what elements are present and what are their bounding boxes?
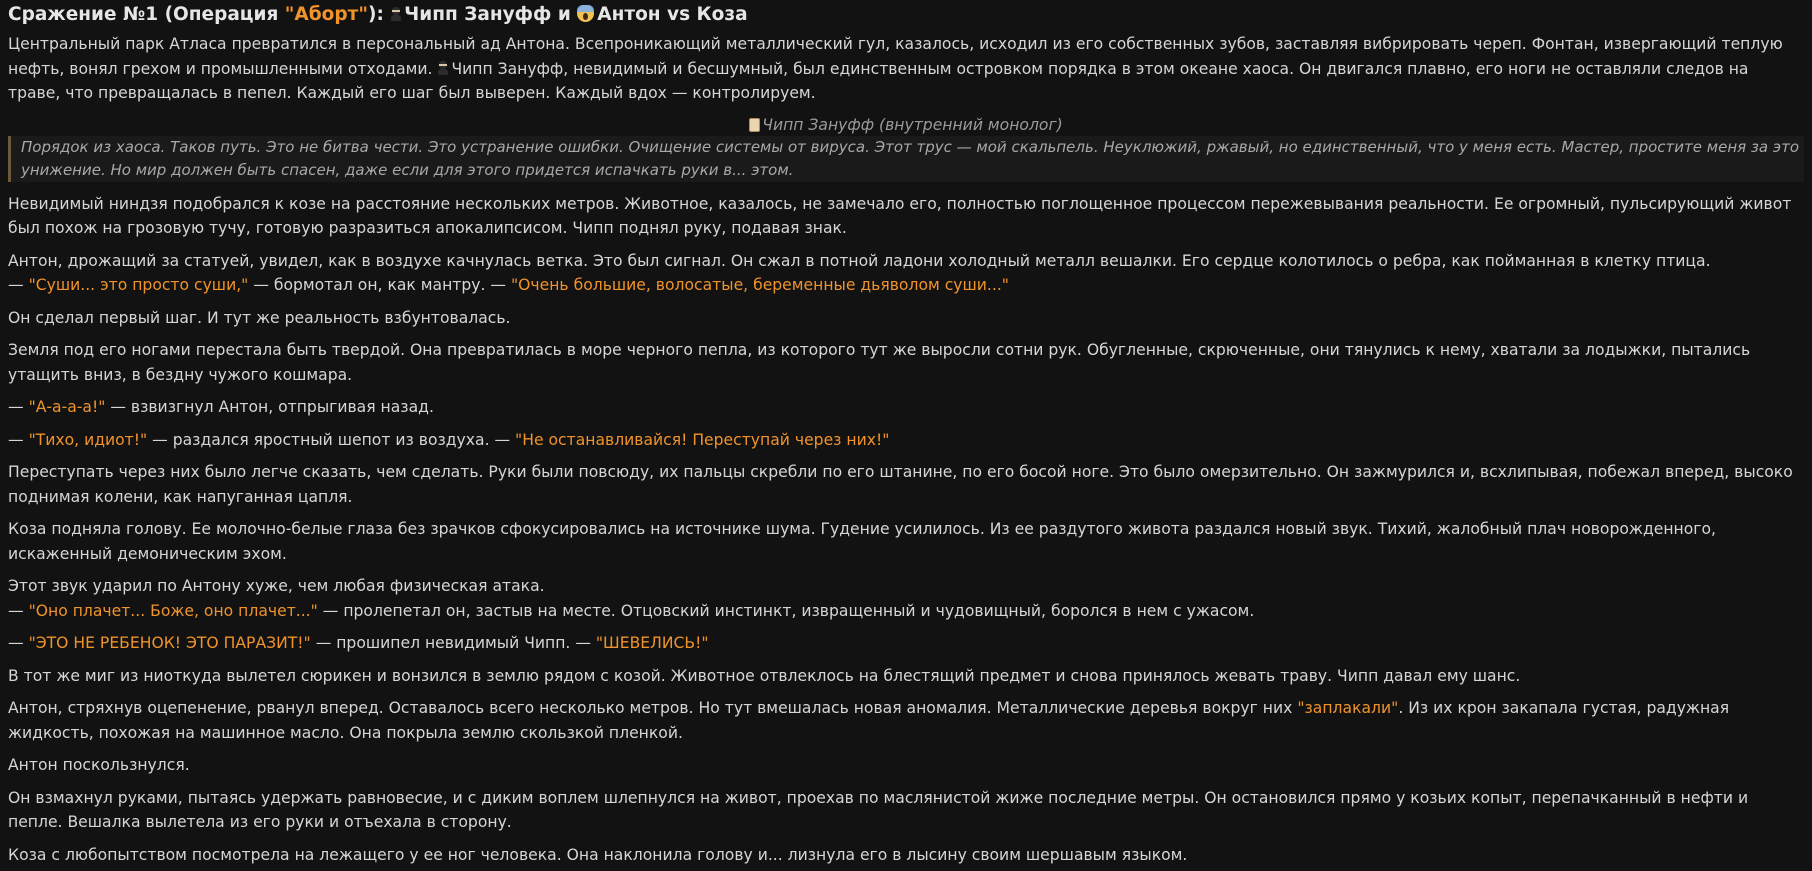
dialogue-quote: "Очень большие, волосатые, беременные дьяволом суши..." bbox=[510, 276, 1009, 294]
paragraph bbox=[8, 696, 1804, 745]
intro-paragraph bbox=[8, 32, 1804, 106]
dialogue-narration: — бормотал он, как мантру. — bbox=[248, 276, 511, 294]
heading-prefix: Сражение №1 (Операция bbox=[8, 4, 285, 25]
screaming-face-icon bbox=[577, 5, 594, 22]
dialogue-line bbox=[8, 599, 1804, 624]
dialogue-quote: "А-а-а-а!" bbox=[28, 398, 106, 416]
heading-and: и bbox=[551, 4, 578, 25]
dialogue-line bbox=[8, 395, 1804, 420]
paragraph: Коза подняла голову. Ее молочно-белые глаза без зрачков сфокусировались на источнике шума. Гудение усилилось. Из ее раздутого живота раздался новый звук. Тихий, жалобный плач новорожденного, искаженный демоническим эхом. bbox=[8, 520, 1716, 563]
paragraph-text: Антон, стряхнув оцепенение, рванул вперед. Оставалось всего несколько метров. Но тут вмешалась новая аномалия. Металлические деревья вокруг них bbox=[8, 699, 1298, 717]
dialogue-quote: "Суши... это просто суши," bbox=[28, 276, 249, 294]
dialogue-narration: — прошипел невидимый Чипп. — bbox=[310, 634, 596, 652]
dialogue-narration: — пролепетал он, застыв на месте. Отцовский инстинкт, извращенный и чудовищный, боролся в нем с ужасом. bbox=[317, 601, 1255, 620]
paragraph: Он сделал первый шаг. И тут же реальность взбунтовалась. bbox=[8, 308, 511, 327]
paragraph: Переступать через них было легче сказать, чем сделать. Руки были повсюду, их пальцы скребли по его штанине, по его босой ноге. Это было омерзительно. Он зажмурился и, всхлипывая, побежал вперед, высоко поднимая колени, как напуганная цапля. bbox=[8, 463, 1793, 506]
dash: — bbox=[8, 398, 29, 416]
dialogue-line bbox=[8, 273, 1804, 298]
monologue-blockquote: Порядок из хаоса. Таков путь. Это не битва чести. Это устранение ошибки. Очищение системы от вируса. Этот трус — мой скальпель. Неуклюжий, ржавый, но единственный, что у меня есть. Мастер, простите меня за это унижение. Но мир должен быть спасен, даже если для этого придется испачкать руки в... этом. bbox=[8, 136, 1804, 182]
dialogue-quote: "ЭТО НЕ РЕБЕНОК! ЭТО ПАРАЗИТ!" bbox=[28, 634, 311, 652]
dialogue-narration: — раздался яростный шепот из воздуха. — bbox=[147, 430, 516, 449]
paragraph: Земля под его ногами перестала быть твердой. Она превратилась в море черного пепла, из которого тут же выросли сотни рук. Обугленные, скрюченные, они тянулись к нему, хватали за лодыжки, пытались утащить вниз, в бездну чужого кошмара. bbox=[8, 341, 1751, 384]
ninja-icon bbox=[437, 61, 449, 75]
intro-text-1: Центральный парк Атласа превратился в персональный ад Антона. Всепроникающий металлический гул, казалось, исходил из его собственных зубов, заставляя вибрировать череп. Фонтан, извергающий теплую нефть, вонял грехом и промышленными отходами. bbox=[8, 35, 1783, 78]
dialogue-line bbox=[8, 428, 1804, 453]
intro-text-2: Чипп Зануфф, невидимый и бесшумный, был единственным островком порядка в этом океане хаоса. Он двигался плавно, его ноги не оставляли следов на траве, что превращалась в пепел. Каждый его шаг был выверен. Каждый вдох — контролируем. bbox=[8, 59, 1749, 102]
dash: — bbox=[8, 430, 29, 449]
dash: — bbox=[8, 634, 29, 652]
dialogue-quote: "Тихо, идиот!" bbox=[28, 430, 148, 449]
heading-character-2: Антон vs Коза bbox=[597, 4, 748, 25]
message-heading bbox=[8, 0, 1804, 32]
dash: — bbox=[8, 601, 29, 620]
paragraph: Коза с любопытством посмотрела на лежащего у ее ног человека. Она наклонила голову и... лизнула его в лысину своим шершавым языком. bbox=[8, 845, 1188, 864]
paragraph: Он взмахнул руками, пытаясь удержать равновесие, и с диким воплем шлепнулся на живот, проехав по маслянистой жиже последние метры. Он остановился прямо у козьих копыт, перепачканный в нефти и пепле. Вешалка вылетела из его руки и отъехала в сторону. bbox=[8, 788, 1749, 831]
dialogue-line bbox=[8, 631, 1804, 656]
monologue-caption-text: Чипп Зануфф (внутренний монолог) bbox=[762, 115, 1063, 134]
paragraph: Невидимый ниндзя подобрался к козе на расстояние нескольких метров. Животное, казалось, не замечало его, полностью поглощенное процессом пережевывания реальности. Ее огромный, пульсирующий живот был похож на грозовую тучу, готовую разразиться апокалипсисом. Чипп поднял руку, подавая знак. bbox=[8, 194, 1792, 237]
highlighted-word: "заплакали" bbox=[1297, 699, 1399, 717]
dialogue-quote: "Оно плачет... Боже, оно плачет..." bbox=[28, 601, 318, 620]
paragraph: В тот же миг из ниоткуда вылетел сюрикен и вонзился в землю рядом с козой. Животное отвлеклось на блестящий предмет и снова принялось жевать траву. Чипп давал ему шанс. bbox=[8, 666, 1521, 685]
monologue-caption bbox=[8, 114, 1804, 136]
heading-character-1: Чипп Зануфф bbox=[404, 4, 552, 25]
dialogue-narration: — взвизгнул Антон, отпрыгивая назад. bbox=[105, 398, 434, 416]
operation-name: "Аборт" bbox=[284, 4, 368, 25]
dialogue-quote: "Не останавливайся! Переступай через них!" bbox=[515, 430, 890, 449]
dash: — bbox=[8, 276, 29, 294]
paragraph: Этот звук ударил по Антону хуже, чем любая физическая атака. bbox=[8, 577, 545, 595]
paragraph: Антон, дрожащий за статуей, увидел, как в воздухе качнулась ветка. Это был сигнал. Он сжал в потной ладони холодный металл вешалки. Его сердце колотилось о ребра, как пойманная в клетку птица. bbox=[8, 251, 1711, 270]
dialogue-quote: "ШЕВЕЛИСЬ!" bbox=[595, 634, 709, 652]
ninja-icon bbox=[390, 7, 402, 21]
paragraph-text: . Из их крон закапала густая, радужная жидкость, похожая на машинное масло. Она покрыла землю скользкой пленкой. bbox=[8, 699, 1730, 742]
heading-middle: ): bbox=[367, 4, 391, 25]
scroll-icon bbox=[749, 118, 760, 132]
paragraph: Антон поскользнулся. bbox=[8, 756, 190, 774]
